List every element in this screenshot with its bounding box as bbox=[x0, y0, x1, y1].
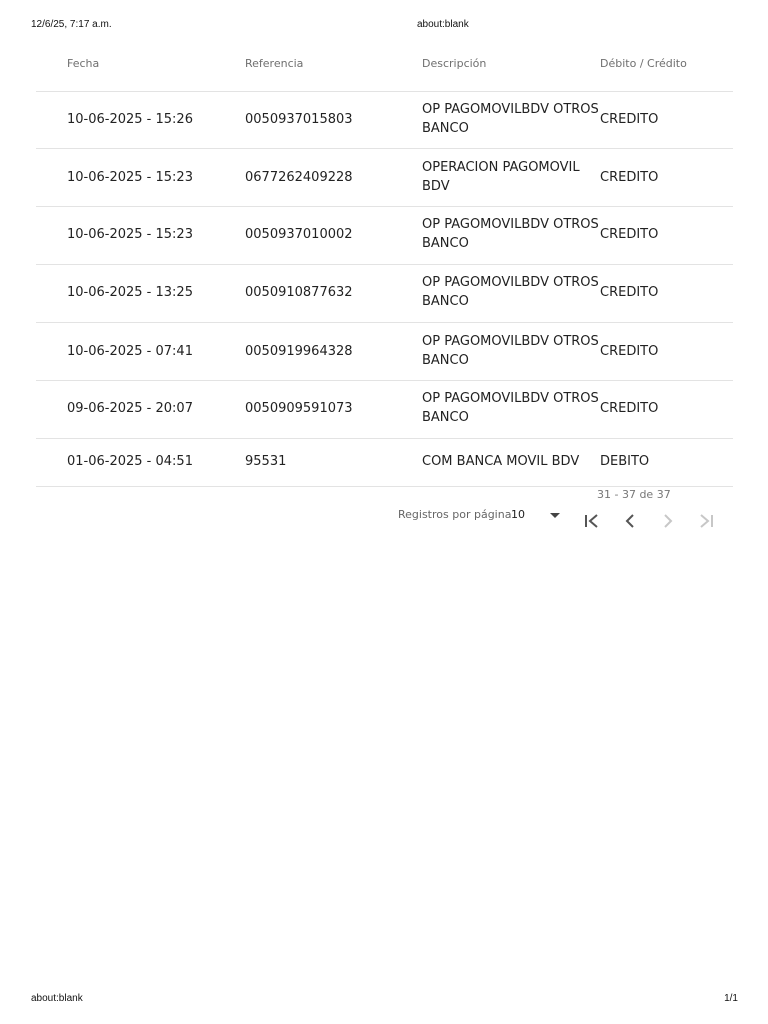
last-page-button[interactable] bbox=[696, 511, 716, 531]
cell-referencia: 0050937010002 bbox=[245, 227, 353, 242]
cell-fecha: 10-06-2025 - 13:25 bbox=[67, 285, 193, 300]
dropdown-caret-icon bbox=[550, 513, 560, 518]
cell-descripcion: OP PAGOMOVILBDV OTROS BANCO bbox=[422, 275, 599, 309]
cell-descripcion: COM BANCA MOVIL BDV bbox=[422, 454, 580, 469]
print-footer-page: 1/1 bbox=[724, 993, 738, 1004]
table-row[interactable] bbox=[36, 439, 733, 487]
cell-descripcion: OP PAGOMOVILBDV OTROS BANCO bbox=[422, 334, 599, 368]
cell-fecha: 01-06-2025 - 04:51 bbox=[67, 454, 193, 469]
header-descripcion[interactable]: Descripción bbox=[422, 57, 487, 70]
cell-fecha: 10-06-2025 - 15:26 bbox=[67, 112, 193, 127]
header-referencia[interactable]: Referencia bbox=[245, 57, 304, 70]
cell-referencia: 0050937015803 bbox=[245, 112, 353, 127]
table-row[interactable] bbox=[36, 207, 733, 265]
cell-fecha: 10-06-2025 - 15:23 bbox=[67, 227, 193, 242]
cell-tipo: CREDITO bbox=[600, 344, 659, 359]
cell-tipo: CREDITO bbox=[600, 227, 659, 242]
cell-tipo: CREDITO bbox=[600, 112, 659, 127]
first-page-icon bbox=[582, 511, 602, 531]
cell-fecha: 10-06-2025 - 15:23 bbox=[67, 170, 193, 185]
cell-referencia: 0050910877632 bbox=[245, 285, 353, 300]
first-page-button[interactable] bbox=[582, 511, 602, 531]
cell-tipo: DEBITO bbox=[600, 454, 650, 469]
next-page-button[interactable] bbox=[658, 511, 678, 531]
pagination-range: 31 - 37 de 37 bbox=[597, 488, 671, 501]
header-fecha[interactable]: Fecha bbox=[67, 57, 100, 70]
table-row[interactable] bbox=[36, 92, 733, 149]
cell-tipo: CREDITO bbox=[600, 170, 659, 185]
print-header-datetime: 12/6/25, 7:17 a.m. bbox=[31, 19, 112, 30]
table-row[interactable] bbox=[36, 381, 733, 439]
header-debito-credito[interactable]: Débito / Crédito bbox=[600, 57, 687, 70]
table-row[interactable] bbox=[36, 323, 733, 381]
transactions-table bbox=[36, 44, 733, 487]
chevron-left-icon bbox=[620, 511, 640, 531]
cell-referencia: 95531 bbox=[245, 454, 287, 469]
chevron-right-icon bbox=[658, 511, 678, 531]
pagination bbox=[36, 483, 733, 543]
cell-fecha: 09-06-2025 - 20:07 bbox=[67, 401, 193, 416]
rows-per-page-label: Registros por página bbox=[398, 508, 512, 521]
table-row[interactable] bbox=[36, 265, 733, 323]
cell-referencia: 0677262409228 bbox=[245, 170, 353, 185]
cell-referencia: 0050909591073 bbox=[245, 401, 353, 416]
print-footer-url: about:blank bbox=[31, 993, 83, 1004]
cell-referencia: 0050919964328 bbox=[245, 344, 353, 359]
print-header-title: about:blank bbox=[417, 19, 469, 30]
cell-tipo: CREDITO bbox=[600, 401, 659, 416]
cell-descripcion: OP PAGOMOVILBDV OTROS BANCO bbox=[422, 391, 599, 425]
cell-descripcion: OP PAGOMOVILBDV OTROS BANCO bbox=[422, 217, 599, 251]
rows-per-page-select[interactable] bbox=[510, 504, 564, 524]
previous-page-button[interactable] bbox=[620, 511, 640, 531]
cell-tipo: CREDITO bbox=[600, 285, 659, 300]
table-header bbox=[36, 44, 733, 92]
cell-descripcion: OPERACION PAGOMOVIL BDV bbox=[422, 160, 580, 194]
last-page-icon bbox=[696, 511, 716, 531]
table-row[interactable] bbox=[36, 149, 733, 207]
cell-descripcion: OP PAGOMOVILBDV OTROS BANCO bbox=[422, 102, 599, 136]
rows-per-page-value: 10 bbox=[511, 508, 525, 521]
cell-fecha: 10-06-2025 - 07:41 bbox=[67, 344, 193, 359]
